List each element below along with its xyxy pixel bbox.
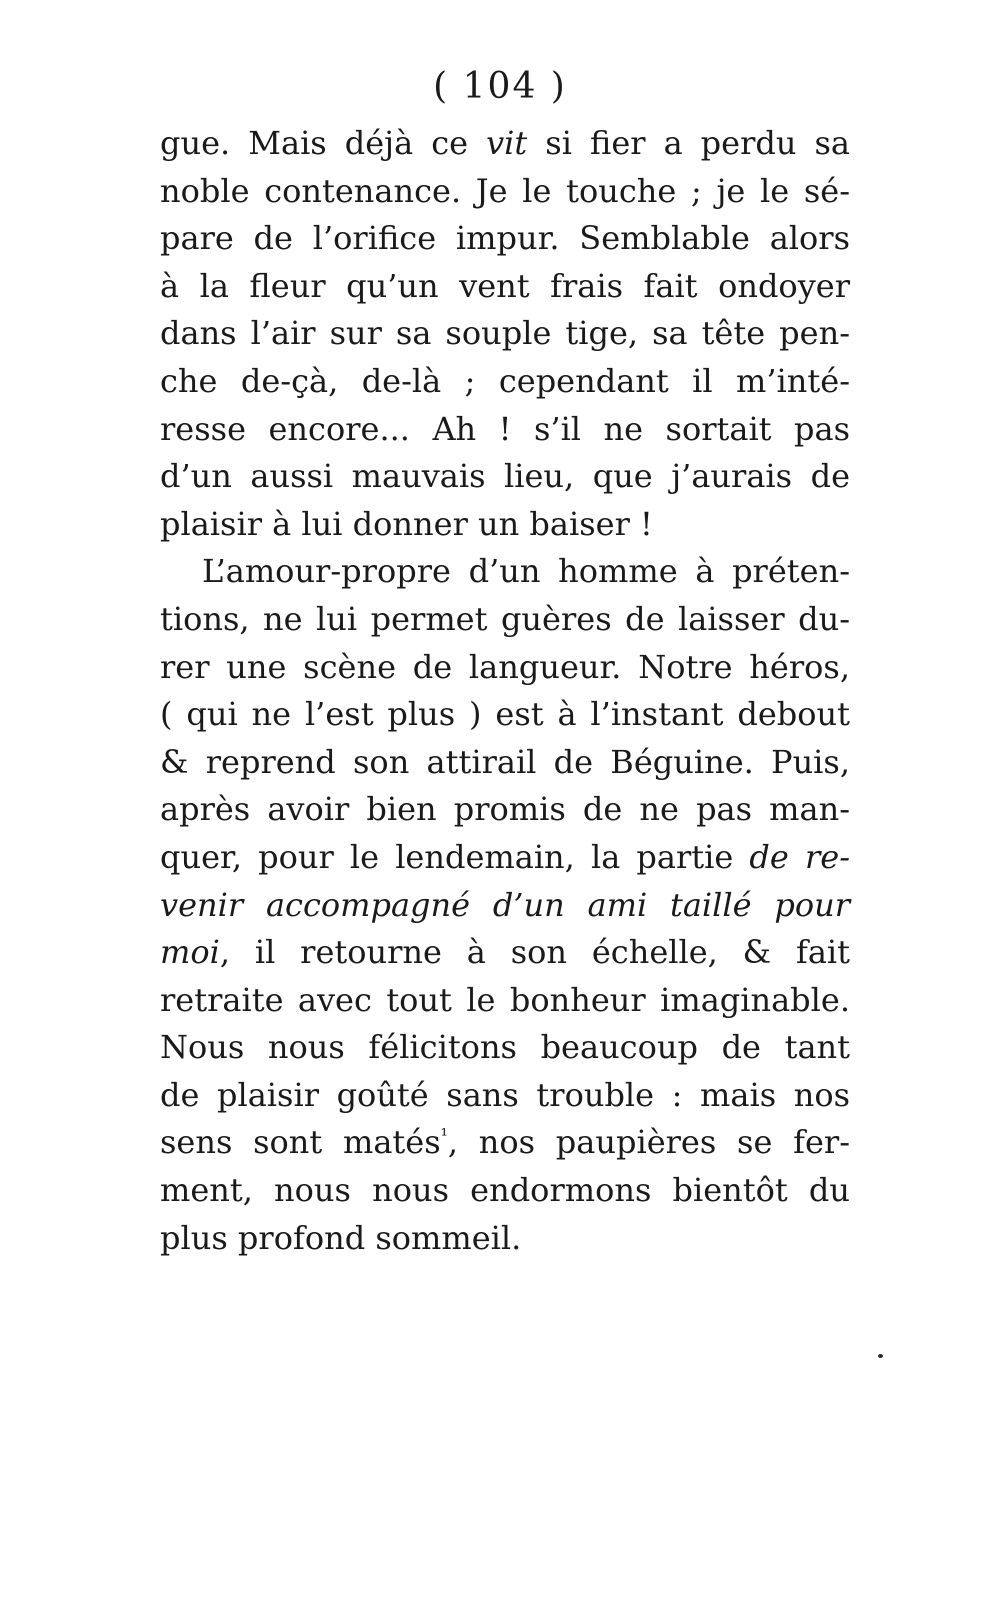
text-line (160, 1024, 850, 1072)
italic-text: moi (160, 933, 220, 972)
text-run: de plaisir goûté sans trouble : mais nos (160, 1075, 850, 1114)
text-run: , il retourne à son échelle, & fait (219, 933, 850, 972)
text-run: à la fleur qu’un vent frais fait ondoyer (160, 266, 850, 305)
text-run: d’un aussi mauvais lieu, que j’aurais de (160, 457, 850, 496)
text-run: tions, ne lui permet guères de laisser du- (160, 599, 850, 638)
text-line (160, 263, 850, 311)
footnote-marker: ¹ (440, 1125, 448, 1147)
page-number: ( 104 ) (433, 66, 567, 107)
text-run: plus profond sommeil. (160, 1218, 522, 1257)
text-line (160, 882, 850, 930)
text-line (160, 1215, 850, 1263)
text-run: quer, pour le lendemain, la partie (160, 837, 750, 876)
italic-text: venir accompagné d’un ami taillé pour (160, 885, 850, 924)
text-line (160, 501, 850, 549)
text-line (160, 1119, 850, 1167)
text-line (160, 168, 850, 216)
text-run: L’amour-propre d’un homme à préten- (202, 552, 850, 591)
text-line (160, 739, 850, 787)
text-line (160, 548, 850, 596)
italic-text: vit (486, 124, 528, 162)
text-run: pare de l’orifice impur. Semblable alors (160, 219, 850, 258)
text-line (160, 786, 850, 834)
text-run: noble contenance. Je le touche ; je le sé- (160, 171, 850, 210)
text-line (160, 1072, 850, 1120)
text-line (160, 644, 850, 692)
text-run: dans l’air sur sa souple tige, sa tête pen- (160, 314, 850, 353)
text-run: après avoir bien promis de ne pas man- (160, 790, 850, 829)
text-run: resse encore... Ah ! s’il ne sortait pas (160, 409, 850, 448)
text-run: ment, nous nous endormons bientôt du (160, 1171, 850, 1210)
text-run: & reprend son attirail de Béguine. Puis, (160, 742, 850, 781)
ink-speck (878, 1354, 883, 1358)
text-run: rer une scène de langueur. Notre héros, (160, 647, 850, 686)
text-line (160, 977, 850, 1025)
text-line (160, 310, 850, 358)
text-line (160, 596, 850, 644)
text-run: retraite avec tout le bonheur imaginable. (160, 980, 850, 1019)
text-run: , nos paupières se fer- (447, 1123, 851, 1162)
text-run: che de-çà, de-là ; cependant il m’inté- (160, 361, 850, 400)
text-line (160, 834, 850, 882)
text-line (160, 691, 850, 739)
text-line (160, 215, 850, 263)
italic-text: de re- (749, 837, 850, 876)
text-run: si fier a perdu sa (527, 124, 851, 162)
text-run: plaisir à lui donner un baiser ! (160, 504, 653, 543)
text-line (160, 120, 850, 168)
text-run: gue. Mais déjà ce (160, 124, 487, 162)
text-line (160, 406, 850, 454)
text-run: ( qui ne l’est plus ) est à l’instant debout (160, 695, 850, 734)
text-line (160, 358, 850, 406)
text-line (160, 929, 850, 977)
text-line (160, 1167, 850, 1215)
body-text (160, 120, 850, 1262)
text-run: Nous nous félicitons beaucoup de tant (160, 1028, 850, 1067)
text-run: sens sont matés (160, 1123, 441, 1162)
text-line (160, 453, 850, 501)
